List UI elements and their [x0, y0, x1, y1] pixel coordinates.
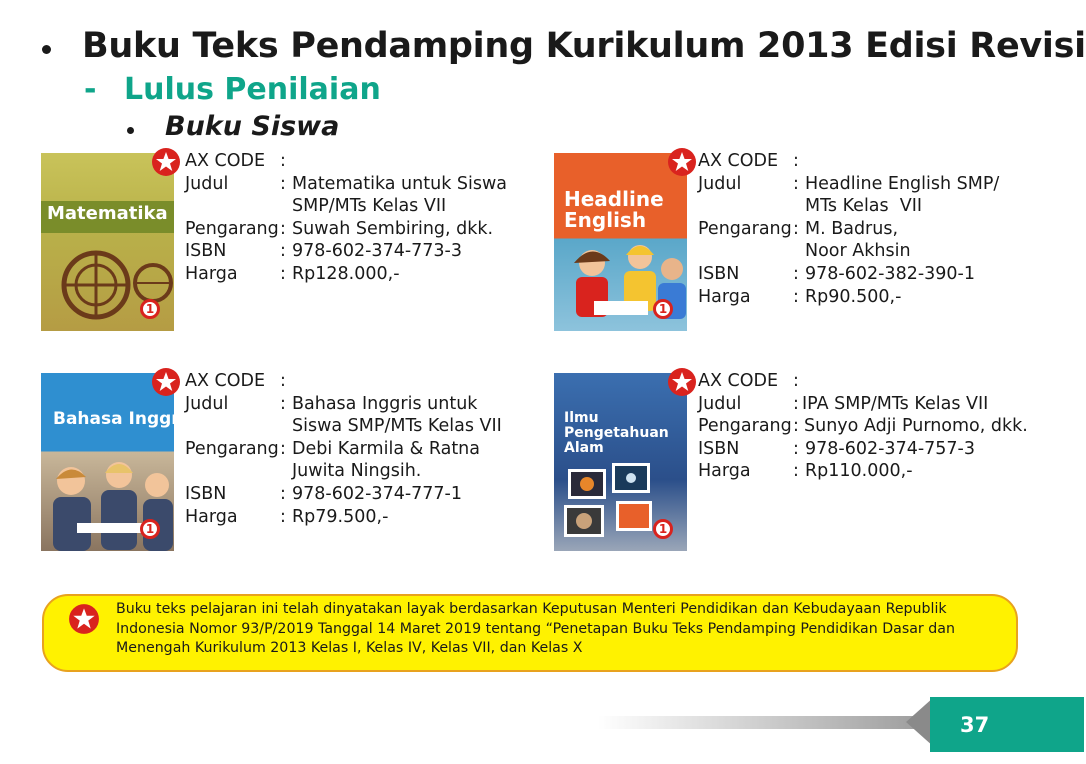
book-cover-ipa: [554, 373, 687, 551]
colon: :: [280, 241, 286, 262]
book-cover-matematika: [41, 153, 174, 331]
pengarang-value: Debi Karmila & Ratna: [292, 438, 480, 459]
ax-code-label: AX CODE: [698, 151, 779, 171]
colon: :: [793, 173, 799, 194]
harga-label: Harga: [698, 461, 751, 482]
judul-label: Judul: [185, 173, 229, 194]
book-info-matematika: [185, 150, 515, 286]
star-badge-icon: [151, 147, 181, 177]
isbn-value: 978-602-374-777-1: [292, 483, 463, 504]
cover-volume-badge: 1: [653, 299, 673, 319]
colon: :: [793, 393, 799, 414]
cover-volume-badge: 1: [140, 299, 160, 319]
star-badge-icon: [151, 367, 181, 397]
judul-label: Judul: [698, 173, 742, 194]
isbn-label: ISBN: [698, 263, 740, 284]
pengarang-label: Pengarang: [185, 218, 279, 239]
judul-value: Headline English SMP/: [805, 173, 1000, 194]
cover-title: Matematika: [47, 203, 168, 224]
harga-label: Harga: [698, 286, 751, 307]
pengarang-value-cont: Juwita Ningsih.: [292, 461, 422, 482]
ax-code-label: AX CODE: [185, 371, 266, 391]
colon: :: [280, 263, 286, 284]
harga-label: Harga: [185, 506, 238, 527]
isbn-value: 978-602-374-757-3: [805, 438, 976, 459]
harga-value: Rp110.000,-: [805, 461, 913, 482]
cover-title-line1: Ilmu: [564, 410, 599, 426]
judul-value: IPA SMP/MTs Kelas VII: [802, 393, 989, 414]
colon: :: [280, 151, 286, 171]
colon: :: [280, 173, 286, 194]
cover-title-line3: Alam: [564, 440, 604, 456]
pengarang-value-cont: Noor Akhsin: [805, 241, 911, 262]
colon: :: [280, 371, 286, 391]
colon: :: [280, 483, 286, 504]
isbn-label: ISBN: [185, 241, 227, 262]
subtitle-dash: -: [84, 72, 97, 107]
isbn-value: 978-602-374-773-3: [292, 241, 463, 262]
star-badge-icon: [68, 603, 100, 635]
ax-code-label: AX CODE: [185, 151, 266, 171]
judul-value-cont: Siswa SMP/MTs Kelas VII: [292, 416, 502, 437]
colon: :: [793, 461, 799, 482]
colon: :: [793, 263, 799, 284]
pengarang-label: Pengarang: [698, 218, 792, 239]
pengarang-label: Pengarang: [185, 438, 279, 459]
note-line: Menengah Kurikulum 2013 Kelas I, Kelas IV, Kelas VII, dan Kelas X: [116, 640, 583, 656]
judul-value: Matematika untuk Siswa: [292, 173, 508, 194]
colon: :: [280, 218, 286, 239]
star-badge-icon: [667, 147, 697, 177]
section-heading: Buku Siswa: [165, 111, 340, 142]
harga-label: Harga: [185, 263, 238, 284]
judul-value-cont: SMP/MTs Kelas VII: [292, 196, 447, 217]
cover-title-line1: Headline: [564, 187, 664, 211]
colon: :: [793, 416, 799, 437]
page-number-bar: [598, 716, 934, 729]
note-line: Buku teks pelajaran ini telah dinyatakan layak berdasarkan Keputusan Menteri Pendidikan dan Kebudayaan Republik: [116, 601, 947, 617]
cover-volume-badge: 1: [653, 519, 673, 539]
cover-title-line2: Pengetahuan: [564, 425, 669, 441]
note-line: Indonesia Nomor 93/P/2019 Tanggal 14 Maret 2019 tentang “Penetapan Buku Teks Pendamping Pendidikan Dasar dan: [116, 620, 955, 637]
colon: :: [793, 218, 799, 239]
colon: :: [280, 393, 286, 414]
approval-note-text: [116, 600, 1006, 659]
judul-value: Bahasa Inggris untuk: [292, 393, 478, 414]
page-subtitle: Lulus Penilaian: [124, 72, 381, 107]
title-bullet-icon: [42, 45, 51, 54]
harga-value: Rp128.000,-: [292, 263, 400, 284]
colon: :: [793, 286, 799, 307]
harga-value: Rp79.500,-: [292, 506, 389, 527]
colon: :: [793, 438, 799, 459]
page-title: Buku Teks Pendamping Kurikulum 2013 Edisi Revisi: [82, 26, 1086, 66]
star-badge-icon: [667, 367, 697, 397]
isbn-label: ISBN: [698, 438, 740, 459]
book-cover-bahasa-inggris: [41, 373, 196, 551]
book-cover-headline-english: [554, 153, 687, 331]
pengarang-value: Sunyo Adji Purnomo, dkk.: [804, 416, 1028, 437]
harga-value: Rp90.500,-: [805, 286, 902, 307]
cover-title: Bahasa Inggris: [53, 409, 196, 429]
pengarang-value: Suwah Sembiring, dkk.: [292, 218, 494, 239]
book-info-bahasa-inggris: [185, 370, 525, 528]
colon: :: [280, 506, 286, 527]
section-bullet-icon: [127, 127, 134, 134]
judul-label: Judul: [698, 393, 742, 414]
pengarang-label: Pengarang: [698, 416, 792, 437]
page-number: 37: [930, 697, 1084, 752]
judul-label: Judul: [185, 393, 229, 414]
judul-value-cont: MTs Kelas VII: [805, 196, 923, 217]
pengarang-value: M. Badrus,: [805, 218, 899, 239]
book-info-ipa: [698, 370, 1048, 483]
colon: :: [793, 371, 799, 391]
colon: :: [793, 151, 799, 171]
isbn-value: 978-602-382-390-1: [805, 263, 976, 284]
ax-code-label: AX CODE: [698, 371, 779, 391]
cover-volume-badge: 1: [140, 519, 160, 539]
isbn-label: ISBN: [185, 483, 227, 504]
colon: :: [280, 438, 286, 459]
cover-title-line2: English: [564, 208, 647, 232]
book-info-headline-english: [698, 150, 1038, 308]
